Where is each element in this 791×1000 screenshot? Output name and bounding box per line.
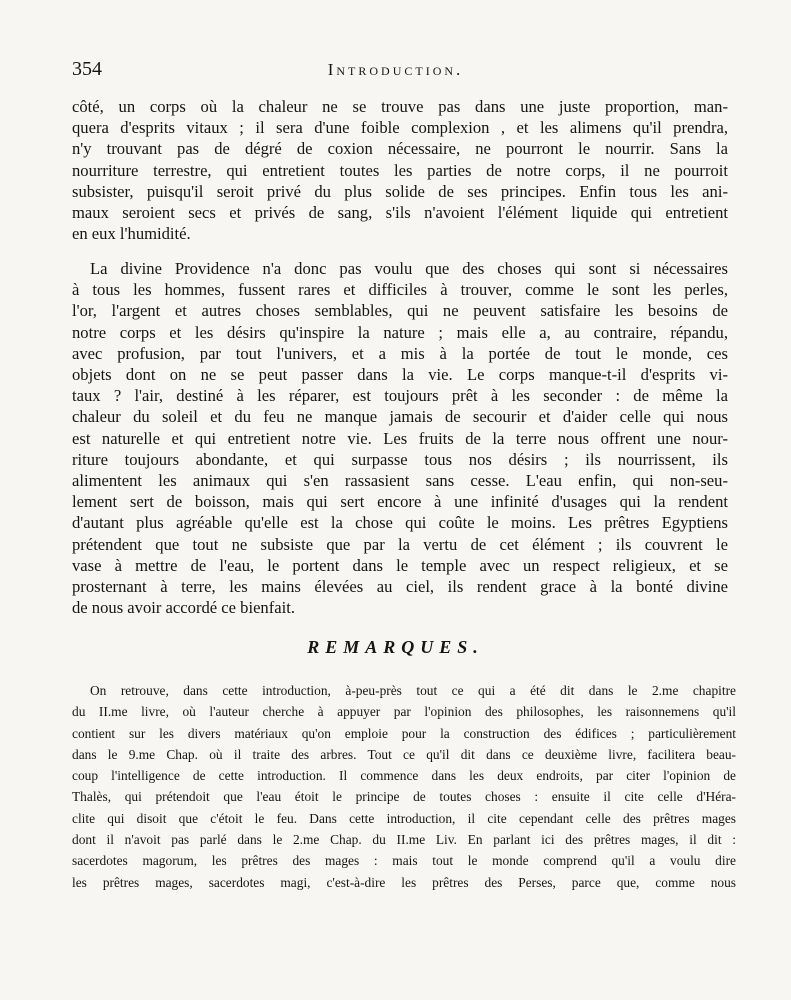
text-line: d'autant plus agréable qu'elle est la chose qui coûte le moins. Les prêtres Egyptiens [72, 513, 728, 533]
text-line: maux seroient secs et privés de sang, s'ils n'avoient l'élément liquide qui entretient [72, 203, 728, 223]
text-line: subsister, puisqu'il seroit privé du plus solide de ses principes. Enfin tous les ani- [72, 181, 728, 201]
text-line: est naturelle et qui entretient notre vie. Les fruits de la terre nous offrent une nour- [72, 428, 728, 448]
text-line: prosternant à terre, les mains élevées au ciel, ils rendent grace à la bonté divine [72, 577, 728, 597]
text-line: notre corps et les désirs qu'inspire la nature ; mais elle a, au contraire, répandu, [72, 322, 728, 342]
text-line: taux ? l'air, destiné à les réparer, est toujours prêt à les seconder : de même la [72, 386, 728, 406]
text-line: avec profusion, par tout l'univers, et a mis à la portée de tout le monde, ces [72, 343, 728, 363]
text-line: côté, un corps où la chaleur ne se trouve pas dans une juste proportion, man- [72, 97, 728, 116]
text-line: du II.me livre, où l'auteur cherche à appuyer par l'opinion des philosophes, les raisonnemens qu'il [72, 704, 736, 720]
page-number: 354 [72, 58, 102, 80]
text-line: Thalès, qui prétendoit que l'eau étoit le principe de toutes choses : ensuite il cite celle d'Héra- [72, 789, 736, 805]
text-line: n'y trouvant pas de dégré de coxion nécessaire, ne pourront le nourrir. Sans la [72, 139, 728, 159]
running-title: Introduction. [327, 60, 464, 79]
remarks-paragraph [72, 680, 736, 893]
text-line: alimentent les animaux qui s'en rassasient sans cesse. L'eau enfin, qui non-seu- [72, 471, 728, 491]
text-line: chaleur du soleil et du feu ne manque jamais de secourir et d'aider celle qui nous [72, 407, 728, 427]
text-line: vase à mettre de l'eau, le portent dans le temple avec un respect religieux, et se [72, 555, 728, 575]
text-line: coup l'intelligence de cette introduction. Il commence dans les deux endroits, par citer l'opinion de [72, 768, 736, 784]
section-heading: REMARQUES. [307, 637, 484, 657]
text-line: l'or, l'argent et autres choses semblables, qui ne peuvent satisfaire les besoins de [72, 301, 728, 321]
text-line: On retrouve, dans cette introduction, à-peu-près tout ce qui a été dit dans le 2.me chapitre [90, 683, 736, 698]
text-line: lement sert de boisson, mais qui sert encore à une infinité d'usages qui la rendent [72, 492, 728, 512]
page-header [72, 58, 719, 88]
text-line: en eux l'humidité. [72, 224, 191, 244]
text-line: sacerdotes magorum, les prêtres des mages : mais tout le monde comprend qu'il a voulu dire [72, 853, 736, 869]
paragraph-2 [72, 258, 728, 618]
text-line: de nous avoir accordé ce bienfait. [72, 598, 295, 618]
text-line: quera d'esprits vitaux ; il sera d'une foible complexion , et les alimens qu'il prendra, [72, 118, 728, 138]
text-line: clite qui disoit que c'étoit le feu. Dans cette introduction, il cite cependant celle des prêtres mages [72, 810, 736, 826]
text-line: dans le 9.me Chap. où il traite des arbres. Tout ce qu'il dit dans ce deuxième livre, facilitera beau- [72, 746, 736, 762]
text-line: à tous les hommes, fussent rares et difficiles à trouver, comme le sont les perles, [72, 280, 728, 300]
text-line: objets dont on ne se peut passer dans la vie. Le corps manque-t-il d'esprits vi- [72, 365, 728, 385]
text-line: contient sur les divers matériaux qu'on emploie pour la construction des édifices ; particulièrement [72, 725, 736, 741]
text-line: dont il n'avoit pas parlé dans le 2.me Chap. du II.me Liv. En parlant ici des prêtres mages, il dit : [72, 832, 736, 848]
text-line: riture toujours abondante, et qui surpasse tous nos désirs ; ils nourrissent, ils [72, 449, 728, 469]
text-line: les prêtres mages, sacerdotes magi, c'est-à-dire les prêtres des Perses, parce que, comme nous [72, 874, 736, 890]
text-line: prétendent que tout ne subsiste que par la vertu de cet élément ; ils couvrent le [72, 534, 728, 554]
paragraph-1 [72, 96, 728, 244]
text-line: nourriture terrestre, qui entretient toutes les parties de notre corps, il ne pourroit [72, 160, 728, 180]
text-line: La divine Providence n'a donc pas voulu que des choses qui sont si nécessaires [90, 259, 728, 278]
